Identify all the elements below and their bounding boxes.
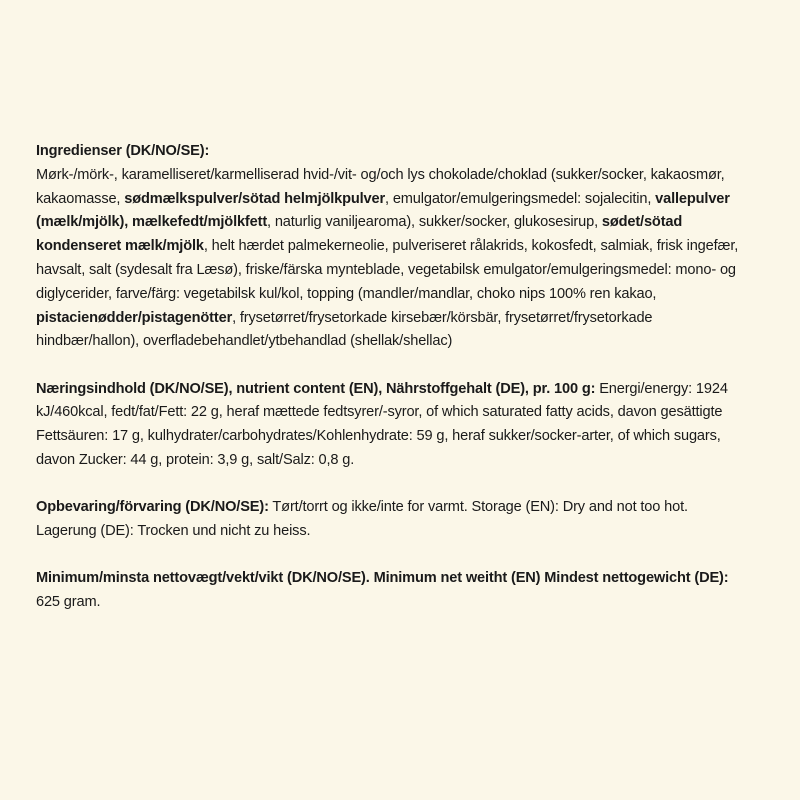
text-run: Fettsäuren: 17 g, kulhydrater/carbohydrates/Kohlenhydrate: 59 g, heraf sukker/socker-arter, of which sugars, xyxy=(36,428,721,445)
ingredients-heading xyxy=(36,140,792,164)
text-run: Lagerung (DE): Trocken und nicht zu heiss. xyxy=(36,523,311,540)
net-weight-section xyxy=(36,567,792,615)
text-line xyxy=(36,164,792,188)
text-run: davon Zucker: 44 g, protein: 3,9 g, salt/Salz: 0,8 g. xyxy=(36,452,355,469)
text-run: , frysetørret/frysetorkade kirsebær/körsbär, frysetørret/frysetorkade xyxy=(232,309,653,326)
bold-text-run: pistacienødder/pistagenötter xyxy=(36,309,233,326)
bold-text-run: Næringsindhold (DK/NO/SE), nutrient content (EN), Nährstoffgehalt (DE), pr. 100 g: xyxy=(36,380,596,397)
text-line xyxy=(36,188,792,212)
bold-text-run: Opbevaring/förvaring (DK/NO/SE): xyxy=(36,499,269,516)
text-run: , naturlig vaniljearoma), sukker/socker, glukosesirup, xyxy=(267,214,602,231)
text-line xyxy=(36,401,792,425)
text-line xyxy=(36,425,792,449)
bold-text-run: sødmælkspulver/sötad helmjölkpulver xyxy=(124,190,386,207)
text-line xyxy=(36,307,792,331)
ingredients-section xyxy=(36,140,792,354)
text-line xyxy=(36,520,792,544)
text-run: Energi/energy: 1924 xyxy=(595,380,728,397)
text-line xyxy=(36,496,792,520)
text-line xyxy=(36,591,792,615)
nutrition-body xyxy=(36,378,792,473)
text-run: , emulgator/emulgeringsmedel: sojalecitin, xyxy=(385,190,656,207)
text-line xyxy=(36,283,792,307)
storage-body xyxy=(36,496,792,544)
ingredients-heading-text: Ingredienser (DK/NO/SE): xyxy=(36,143,210,159)
text-run: kakaomasse, xyxy=(36,190,125,207)
bold-text-run: vallepulver xyxy=(655,190,730,207)
text-line xyxy=(36,449,792,473)
nutrition-section xyxy=(36,378,792,473)
text-run: , helt hærdet palmekerneolie, pulveriseret rålakrids, kokosfedt, salmiak, frisk ingefær, xyxy=(203,238,739,255)
text-run: hindbær/hallon), overfladebehandlet/ytbehandlad (shellak/shellac) xyxy=(36,333,453,350)
text-run: 625 gram. xyxy=(36,594,101,611)
bold-text-run: Minimum/minsta nettovægt/vekt/vikt (DK/NO/SE). Minimum net weitht (EN) Mindest nettogewicht (DE): xyxy=(36,570,729,587)
text-line xyxy=(36,567,792,591)
product-label-text xyxy=(36,140,792,639)
text-line xyxy=(36,235,792,259)
text-run: kJ/460kcal, fedt/fat/Fett: 22 g, heraf mættede fedtsyrer/-syror, of which saturated fatty acids, davon gesättigte xyxy=(36,404,723,421)
net-weight-body xyxy=(36,567,792,615)
text-line xyxy=(36,330,792,354)
text-run: havsalt, salt (sydesalt fra Læsø), friske/färska mynteblade, vegetabilsk emulgator/emulgeringsmedel: mono- og xyxy=(36,261,736,278)
text-run: Mørk-/mörk-, karamelliseret/karmelliserad hvid-/vit- og/och lys chokolade/choklad (sukker/socker, kakaosmør, xyxy=(36,166,725,183)
storage-section xyxy=(36,496,792,544)
text-line xyxy=(36,378,792,402)
text-run: Tørt/torrt og ikke/inte for varmt. Storage (EN): Dry and not too hot. xyxy=(268,499,688,516)
text-line xyxy=(36,259,792,283)
text-line xyxy=(36,211,792,235)
bold-text-run: (mælk/mjölk), mælkefedt/mjölkfett xyxy=(36,214,268,231)
bold-text-run: sødet/sötad xyxy=(601,214,683,231)
ingredients-body xyxy=(36,164,792,354)
bold-text-run: kondenseret mælk/mjölk xyxy=(36,238,204,255)
text-run: diglycerider, farve/färg: vegetabilsk kul/kol, topping (mandler/mandlar, choko nips 100% ren kakao, xyxy=(36,285,657,302)
